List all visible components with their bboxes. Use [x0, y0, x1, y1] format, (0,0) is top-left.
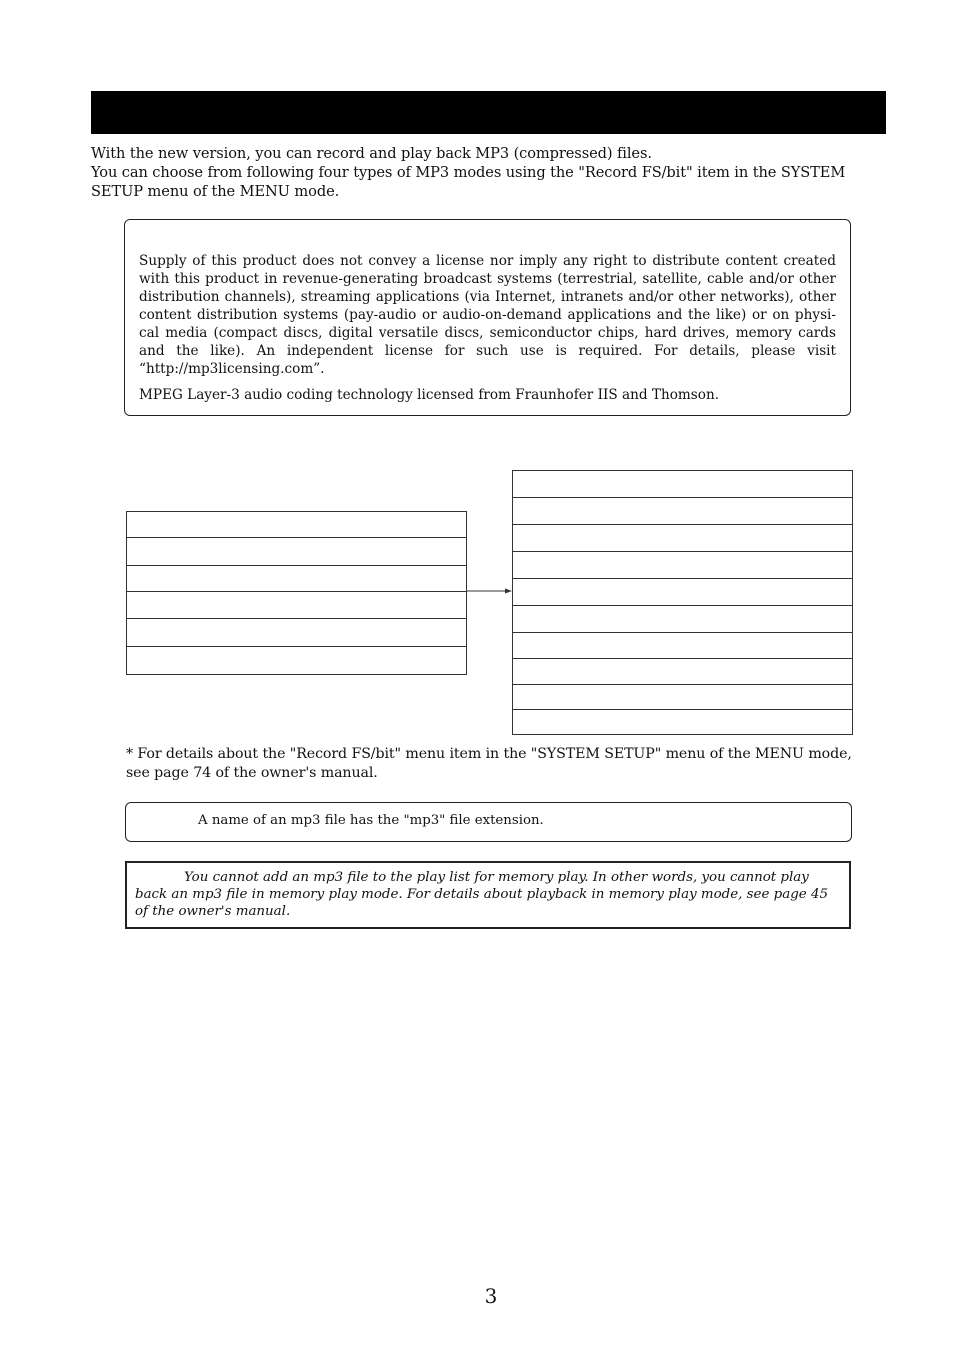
- table-row: [127, 591, 466, 592]
- table-row: [513, 684, 852, 685]
- license-credit: MPEG Layer-3 audio coding technology licensed from Fraunhofer IIS and Thomson.: [139, 387, 720, 403]
- note-text: A name of an mp3 file has the "mp3" file extension.: [198, 813, 544, 828]
- table-row: [127, 565, 466, 566]
- table-row: [127, 618, 466, 619]
- license-text: [139, 252, 836, 412]
- menu-table-right: [512, 470, 853, 735]
- table-row: [513, 632, 852, 633]
- table-row: [513, 551, 852, 552]
- license-paragraph: Supply of this product does not convey a license nor imply any right to distribute content created with this product in revenue-generating broadcast systems (terrestrial, satellite, cable and/or other distribution channels), streaming applications (via Internet, intranets and/or other networks), other content distribution systems (pay-audio or audio-on-demand applications and the like) or on physi-cal media (compact discs, digital versatile discs, semiconductor chips, hard drives, memory cards and the like). An independent license for such use is required. For details, please visit “http://mp3licensing.com”.: [139, 253, 836, 377]
- table-row: [513, 709, 852, 710]
- note-box: [125, 802, 852, 842]
- page-number: 3: [484, 1284, 498, 1308]
- table-row: [127, 537, 466, 538]
- menu-table-left: [126, 511, 467, 675]
- intro-line-2: You can choose from following four types of MP3 modes using the "Record FS/bit" item in the SYSTEM SETUP menu of the MENU mode.: [91, 164, 846, 200]
- intro-text: [91, 144, 891, 201]
- intro-line-1: With the new version, you can record and play back MP3 (compressed) files.: [91, 145, 652, 162]
- footnote: * For details about the "Record FS/bit" menu item in the "SYSTEM SETUP" menu of the MENU mode, see page 74 of the owner's manual.: [126, 746, 852, 781]
- table-row: [513, 605, 852, 606]
- caution-box: [125, 861, 851, 929]
- section-header-bar: [91, 91, 886, 134]
- license-notice-box: [124, 219, 851, 416]
- table-row: [513, 658, 852, 659]
- table-row: [513, 497, 852, 498]
- caution-text: You cannot add an mp3 file to the play list for memory play. In other words, you cannot play back an mp3 file in memory play mode. For details about playback in memory play mode, see page 45 of the owner's manual.: [135, 870, 828, 919]
- table-row: [513, 578, 852, 579]
- table-row: [127, 646, 466, 647]
- arrow-right-icon: [467, 588, 512, 594]
- table-row: [513, 524, 852, 525]
